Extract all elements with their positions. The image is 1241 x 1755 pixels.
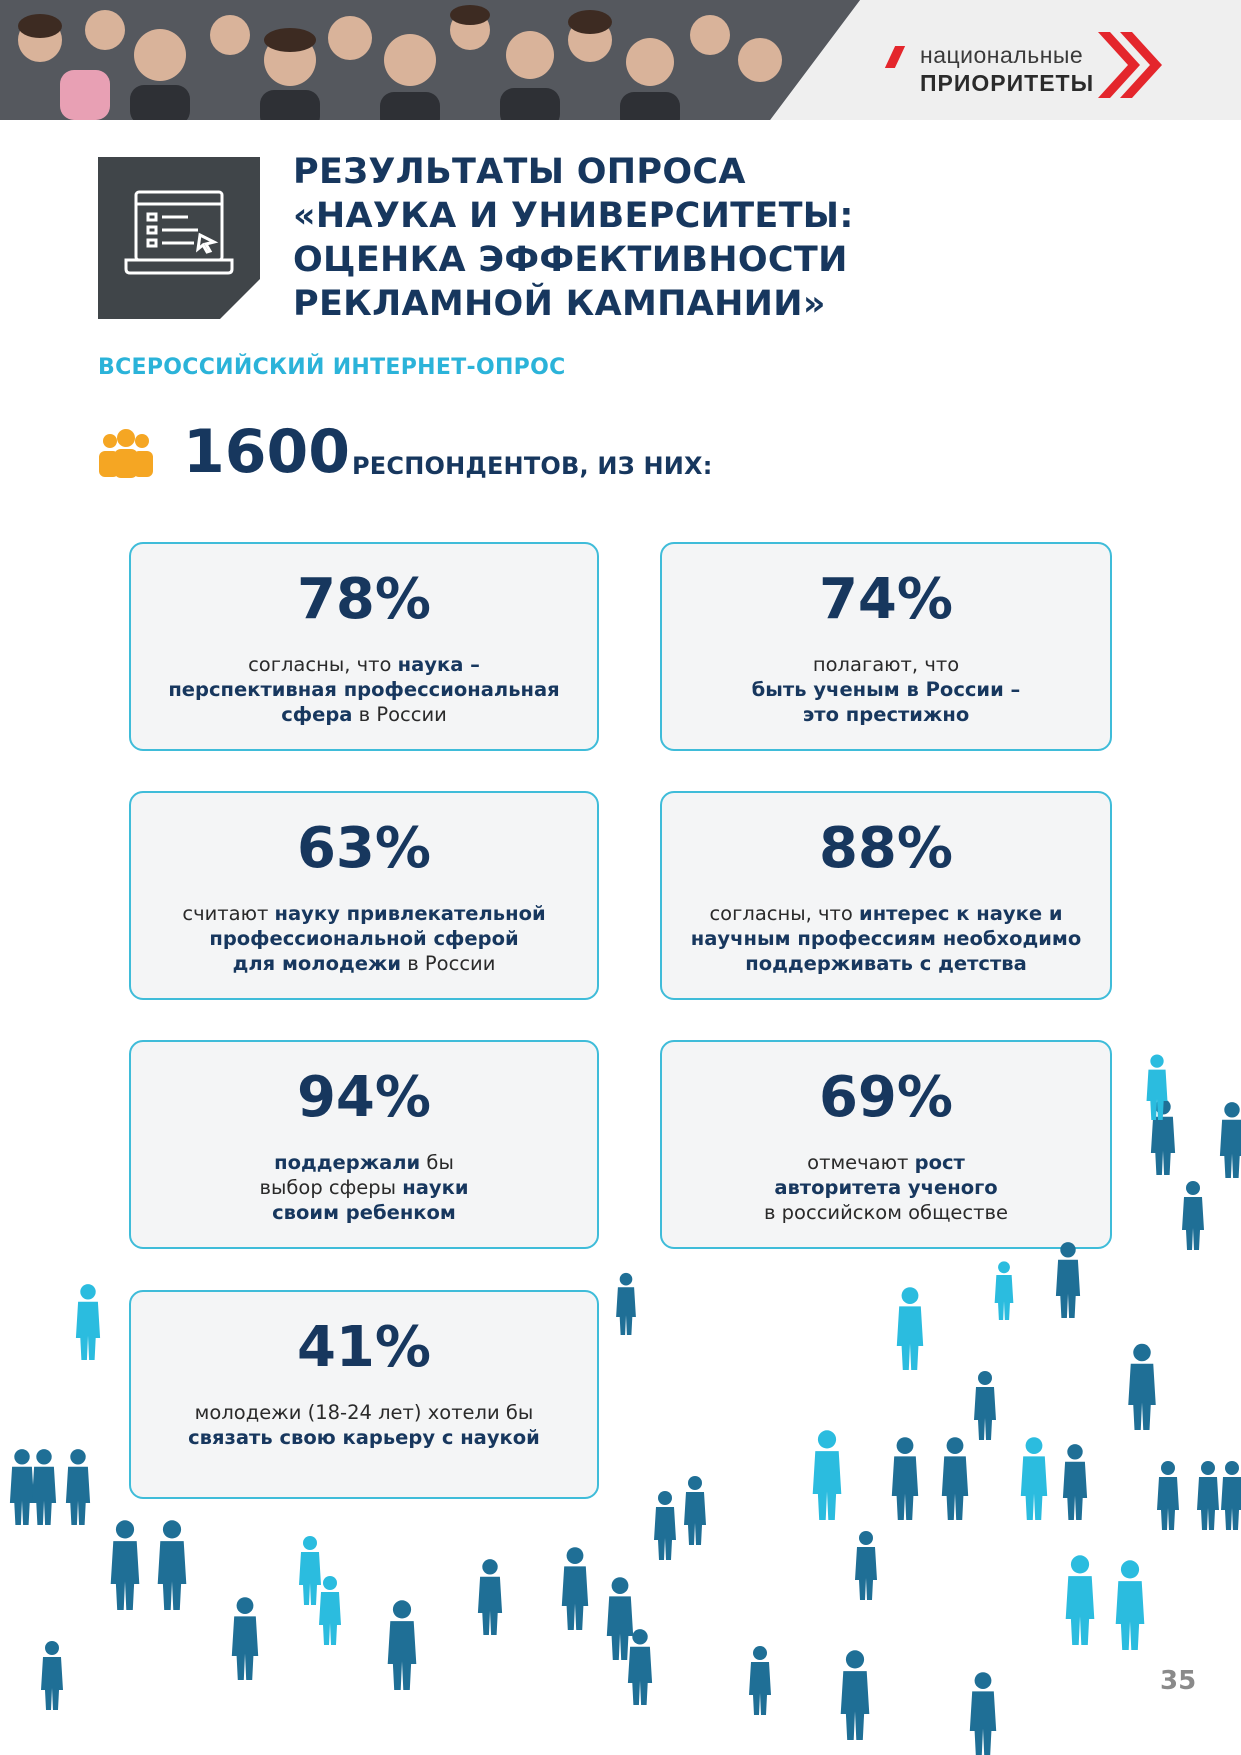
stat-description [131,901,597,976]
stat-description [131,1400,597,1450]
crowd-photo [0,0,860,120]
stat-highlight-text: научным профессиям необходимо [690,927,1082,950]
title-line: ОЦЕНКА ЭФФЕКТИВНОСТИ [293,240,848,280]
stat-description-line [131,926,597,951]
stat-percent: 88% [818,816,954,881]
stat-percent: 94% [296,1065,432,1130]
stat-description-line [662,1175,1110,1200]
stat-description-line [662,901,1110,926]
stat-card [129,542,599,751]
stat-highlight-text: поддержали [274,1151,421,1174]
stat-description-line [131,1400,597,1425]
stat-highlight-text: авторитета ученого [774,1176,998,1199]
stat-percent: 69% [818,1065,954,1130]
stat-highlight-text: науку привлекательной [274,902,546,925]
stat-highlight-text: для молодежи [232,952,402,975]
stat-percent: 74% [818,567,954,632]
stat-description-line [131,1425,597,1450]
respondents-count: 1600 [183,417,350,487]
stat-card [129,791,599,1000]
stat-text: бы [420,1151,454,1174]
stat-highlight-text: сфера [281,703,353,726]
stat-description-line [131,1150,597,1175]
stat-highlight-text: интерес к науке и [859,902,1063,925]
stat-description [131,1150,597,1225]
stat-description [662,901,1110,976]
stat-text: отмечают [807,1151,915,1174]
stat-description [131,652,597,727]
stat-description-line [662,677,1110,702]
stat-text: в России [352,703,447,726]
stat-text: полагают, что [812,653,960,676]
stat-highlight-text: связать свою карьеру с наукой [188,1426,540,1449]
stat-text: в России [401,952,496,975]
stat-highlight-text: профессиональной сферой [209,927,519,950]
stat-highlight-text: рост [914,1151,965,1174]
stat-description-line [662,1150,1110,1175]
survey-subtitle: ВСЕРОССИЙСКИЙ ИНТЕРНЕТ-ОПРОС [98,355,566,380]
stat-highlight-text: своим ребенком [272,1201,456,1224]
stat-description-line [662,702,1110,727]
stat-description [662,652,1110,727]
people-group-icon [98,428,154,478]
logo-line1: национальные [920,42,1084,68]
stat-percent: 63% [296,816,432,881]
stat-description-line [131,677,597,702]
stat-description-line [131,901,597,926]
stat-text: молодежи (18-24 лет) хотели бы [194,1401,534,1424]
logo-slash-icon [885,46,905,68]
header-banner [0,0,1241,120]
stat-description-line [131,652,597,677]
stat-highlight-text: быть ученым в России – [751,678,1021,701]
stat-description-line [131,1200,597,1225]
title-line: РЕКЛАМНОЙ КАМПАНИИ» [293,284,826,324]
stat-card [660,791,1112,1000]
page-number: 35 [1160,1666,1197,1696]
stat-text: в российском обществе [763,1201,1009,1224]
logo-line2: ПРИОРИТЕТЫ [920,70,1095,96]
stat-text: выбор сферы [259,1176,403,1199]
stat-text: согласны, что [709,902,860,925]
stat-description-line [662,926,1110,951]
stat-card [660,1040,1112,1249]
stat-description-line [131,951,597,976]
stat-highlight-text: поддерживать с детства [745,952,1027,975]
stat-card [129,1290,599,1499]
survey-laptop-icon [98,157,260,319]
stat-text: согласны, что [248,653,398,676]
stat-text: считают [182,902,275,925]
stat-highlight-text: науки [402,1176,469,1199]
title-line: «НАУКА И УНИВЕРСИТЕТЫ: [293,196,854,236]
stat-percent: 78% [296,567,432,632]
stat-description-line [662,652,1110,677]
national-priorities-logo [890,30,1190,100]
stat-card [129,1040,599,1249]
stat-card [660,542,1112,751]
stat-highlight-text: наука – [397,653,480,676]
logo-arrows-icon [1090,30,1170,100]
stat-description-line [131,702,597,727]
title-line: РЕЗУЛЬТАТЫ ОПРОСА [293,152,746,192]
stat-percent: 41% [296,1315,432,1380]
stat-highlight-text: это престижно [802,703,970,726]
stat-description-line [662,951,1110,976]
respondents-label: РЕСПОНДЕНТОВ, ИЗ НИХ: [352,452,713,480]
stat-description [662,1150,1110,1225]
stat-description-line [662,1200,1110,1225]
stat-description-line [131,1175,597,1200]
stat-highlight-text: перспективная профессиональная [168,678,560,701]
page-title [293,150,913,326]
